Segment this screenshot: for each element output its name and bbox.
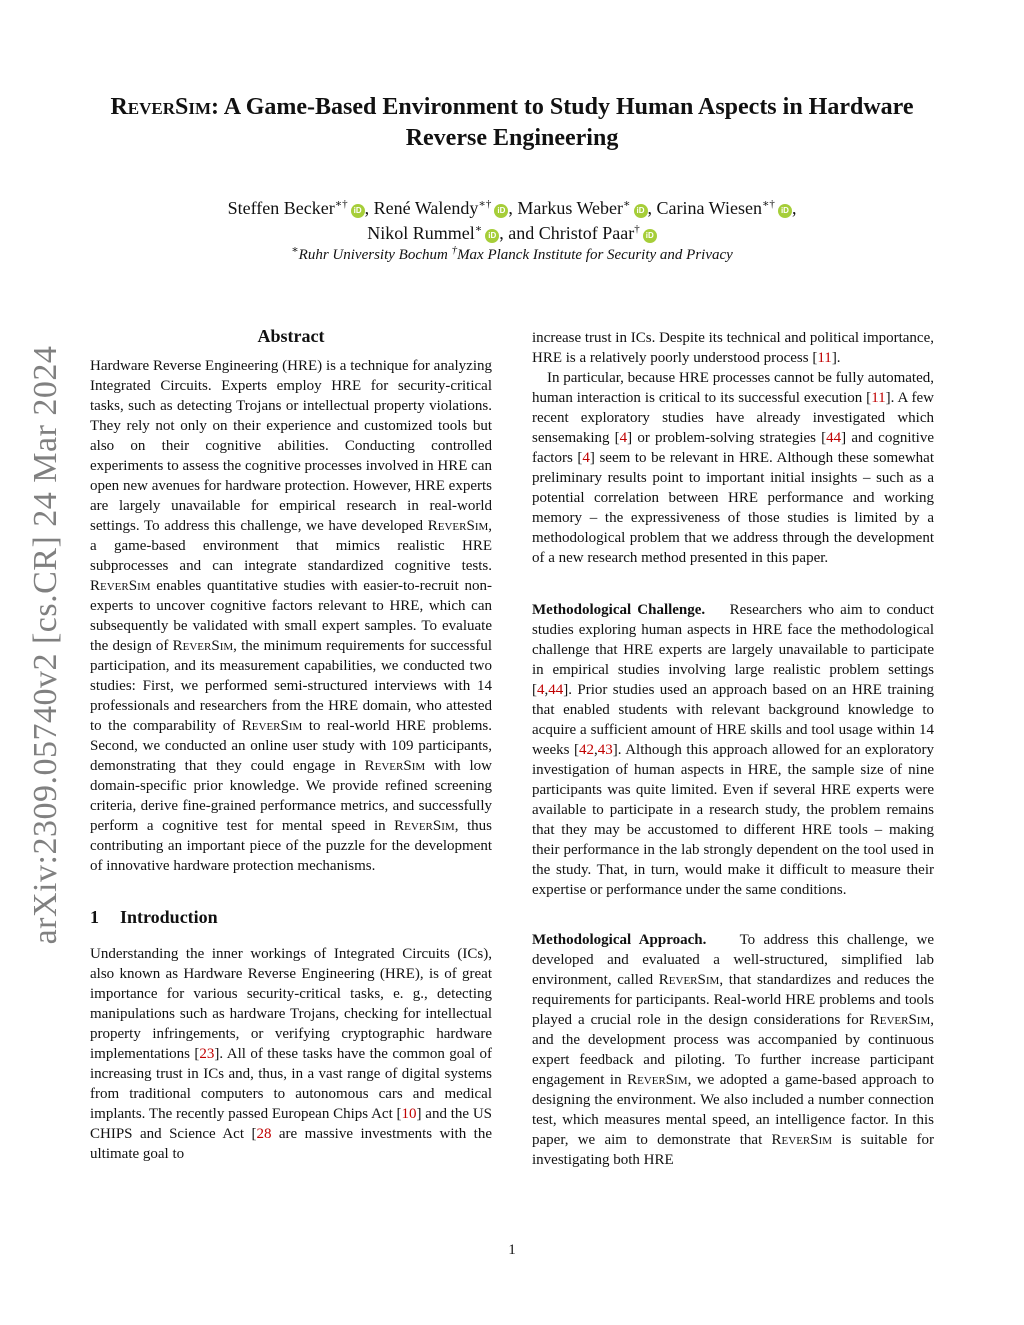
affiliations — [90, 244, 934, 264]
separator: , and — [499, 223, 535, 243]
orcid-icon[interactable]: iD — [634, 204, 648, 218]
page-number: 1 — [508, 1242, 516, 1258]
affiliation-rub: Ruhr University Bochum — [298, 247, 448, 263]
citation-link[interactable]: 4 — [619, 430, 628, 446]
author-list — [90, 196, 934, 246]
intro-paragraph-2: In particular, because HRE processes cannot be fully automated, human interaction is critical to its successful execution [11]. A few recent exploratory studies have already investigated which sensemaking [4] or problem-solving strategies [44] and cognitive factors [4] seem to be relevant in HRE. Although these somewhat preliminary results point to important initial insights – such as a potential correlation between HRE performance and working memory – the expressiveness of those studies is limited by a methodological problem that we address through the development of a new research method presented in this paper. — [532, 370, 934, 566]
separator: , — [508, 198, 513, 218]
separator: , — [791, 198, 797, 218]
citation-link[interactable]: 44 — [826, 430, 842, 446]
author-name: Carina Wiesen — [656, 198, 762, 218]
affiliation-mark: † — [451, 244, 458, 256]
arxiv-identifier: arXiv:2309.05740v2 [cs.CR] 24 Mar 2024 — [27, 345, 64, 945]
challenge-paragraph: Methodological Challenge. Researchers who aim to conduct studies exploring human aspects in HRE face the methodological challenge that HRE experts are largely unavailable to participate in empirical studies involving large realistic problem settings [4,44]. Prior studies used an approach based on an HRE training that enabled students with relevant background knowledge to acquire a sufficient amount of HRE skills and tool usage within 14 weeks [42,43]. Although this approach allowed for an exploratory investigation of human aspects in HRE, the sample size of nine participants was quite limited. Even if several HRE experts were available to participate in a research study, the problem remains that they may be accustomed to different HRE tools – making their performance in the lab strongly dependent on the tool used in the study. That, in turn, would make it difficult to measure their expertise or performance under the same conditions. — [532, 602, 934, 898]
brand-name: ReverSim — [427, 518, 489, 534]
orcid-icon[interactable]: iD — [494, 204, 508, 218]
title-rest: : A Game-Based Environment to Study Human Aspects in Hardware Reverse Engineering — [211, 94, 914, 151]
author-name: René Walendy — [373, 198, 479, 218]
affiliation-mark: ∗ — [474, 223, 483, 235]
brand-name: ReverSim — [90, 578, 151, 594]
orcid-icon[interactable]: iD — [778, 204, 792, 218]
author-name: Nikol Rummel — [367, 223, 475, 243]
orcid-icon[interactable]: iD — [351, 204, 365, 218]
title-brand: ReverSim — [110, 94, 212, 120]
intro-paragraph-1-end: increase trust in ICs. Despite its technical and political importance, HRE is a relatively poorly understood process [11]. — [532, 330, 934, 366]
right-column — [532, 328, 934, 1170]
brand-name: ReverSim — [241, 718, 303, 734]
citation-link[interactable]: 44 — [548, 682, 564, 698]
orcid-icon[interactable]: iD — [643, 229, 657, 243]
citation-link[interactable]: 11 — [871, 390, 886, 406]
paper-title — [90, 92, 934, 154]
citation-link[interactable]: 28 — [256, 1126, 272, 1142]
section-title: Introduction — [120, 907, 218, 927]
citation-link[interactable]: 11 — [817, 350, 832, 366]
affiliation-mark: ∗† — [761, 198, 775, 210]
author-name: Steffen Becker — [227, 198, 335, 218]
affiliation-mark: ∗ — [623, 198, 631, 210]
citation-link[interactable]: 4 — [537, 682, 545, 698]
brand-name: ReverSim — [172, 638, 234, 654]
abstract-text: Hardware Reverse Engineering (HRE) is a technique for analyzing Integrated Circuits. Experts employ HRE for security-critical tasks, such as detecting Trojans or intellectual property violations. They rely not only on their experience and customized tools but also on their cognitive abilities. Conducting controlled experiments to assess the cognitive processes involved in HRE can open new avenues for hardware protection. However, HRE experts are largely unavailable for empirical research in real-world settings. To address this challenge, we have developed ReverSim, a game-based environment that mimics realistic HRE subprocesses and can integrate standardized cognitive tests. ReverSim enables quantitative studies with easier-to-recruit non-experts to uncover cognitive factors relevant to HRE, which can subsequently be validated with small expert samples. To evaluate the design of ReverSim, the minimum requirements for successful participation, and its measurement capabilities, we conducted two studies: First, we performed semi-structured interviews with 14 professionals and researchers from the HRE domain, who attested to the comparability of ReverSim to real-world HRE problems. Second, we conducted an online user study with 109 participants, demonstrating that they could engage in ReverSim with low domain-specific prior knowledge. We provide refined screening criteria, derive fine-grained performance metrics, and successfully perform a cognitive test for mental speed in ReverSim, thus contributing an important piece of the puzzle for the development of innovative hardware protection mechanisms. — [90, 358, 493, 874]
affiliation-mark: † — [634, 223, 640, 235]
citation-link[interactable]: 43 — [597, 742, 613, 758]
section-heading-introduction — [90, 906, 492, 928]
citation-link[interactable]: 23 — [199, 1046, 215, 1062]
brand-name: ReverSim — [627, 1072, 688, 1088]
author-name: Markus Weber — [517, 198, 624, 218]
separator: , — [647, 198, 653, 218]
author-name: Christof Paar — [538, 223, 635, 243]
approach-paragraph: Methodological Approach. To address this challenge, we developed and evaluated a well-structured, simplified lab environment, called ReverSim, that standardizes and reduces the requirements for participants. Real-world HRE problems and tools played a crucial role in the design considerations for ReverSim, and the development process was accompanied by continuous expert feedback and piloting. To further increase participant engagement in ReverSim, we adopted a game-based approach to designing the environment. We also included a number connection test, which measures mental speed, an intelligence factor. In this paper, we aim to demonstrate that ReverSim is suitable for investigating both HRE — [532, 932, 935, 1168]
orcid-icon[interactable]: iD — [485, 229, 499, 243]
left-column — [90, 325, 492, 1164]
affiliation-mark: ∗† — [334, 198, 348, 210]
citation-link[interactable]: 42 — [579, 742, 595, 758]
brand-name: ReverSim — [771, 1132, 833, 1148]
brand-name: ReverSim — [364, 758, 426, 774]
brand-name: ReverSim — [394, 818, 455, 834]
brand-name: ReverSim — [658, 972, 720, 988]
intro-paragraph-1-continued: are massive investments with the ultimate goal to — [90, 1126, 492, 1162]
section-number: 1 — [90, 907, 99, 927]
affiliation-mark: ∗† — [478, 198, 492, 210]
paragraph-heading: Methodological Approach. — [532, 932, 707, 948]
brand-name: ReverSim — [869, 1012, 931, 1028]
separator: , — [364, 198, 370, 218]
affiliation-mark: ∗ — [291, 244, 299, 256]
citation-link[interactable]: 10 — [401, 1106, 417, 1122]
intro-paragraph-1: Understanding the inner workings of Integrated Circuits (ICs), also known as Hardware Reverse Engineering (HRE), is of great importance for various security-critical tasks, e. g., detecting manipulations such as hardware Trojans, checking for intellectual property infringements, or verifying cryptographic hardware implementations [23]. All of these tasks have the common goal of increasing trust in ICs and, thus, in a vast range of digital systems from traditional computers to autonomous cars and medical implants. The recently passed European Chips Act [10] and the US CHIPS and Science Act [28 are massive investments with the ultimate goal to — [90, 946, 493, 1162]
citation-link[interactable]: 4 — [582, 450, 590, 466]
paragraph-heading: Methodological Challenge. — [532, 602, 706, 618]
affiliation-mpi: Max Planck Institute for Security and Privacy — [457, 247, 733, 263]
abstract-heading: Abstract — [257, 326, 325, 346]
